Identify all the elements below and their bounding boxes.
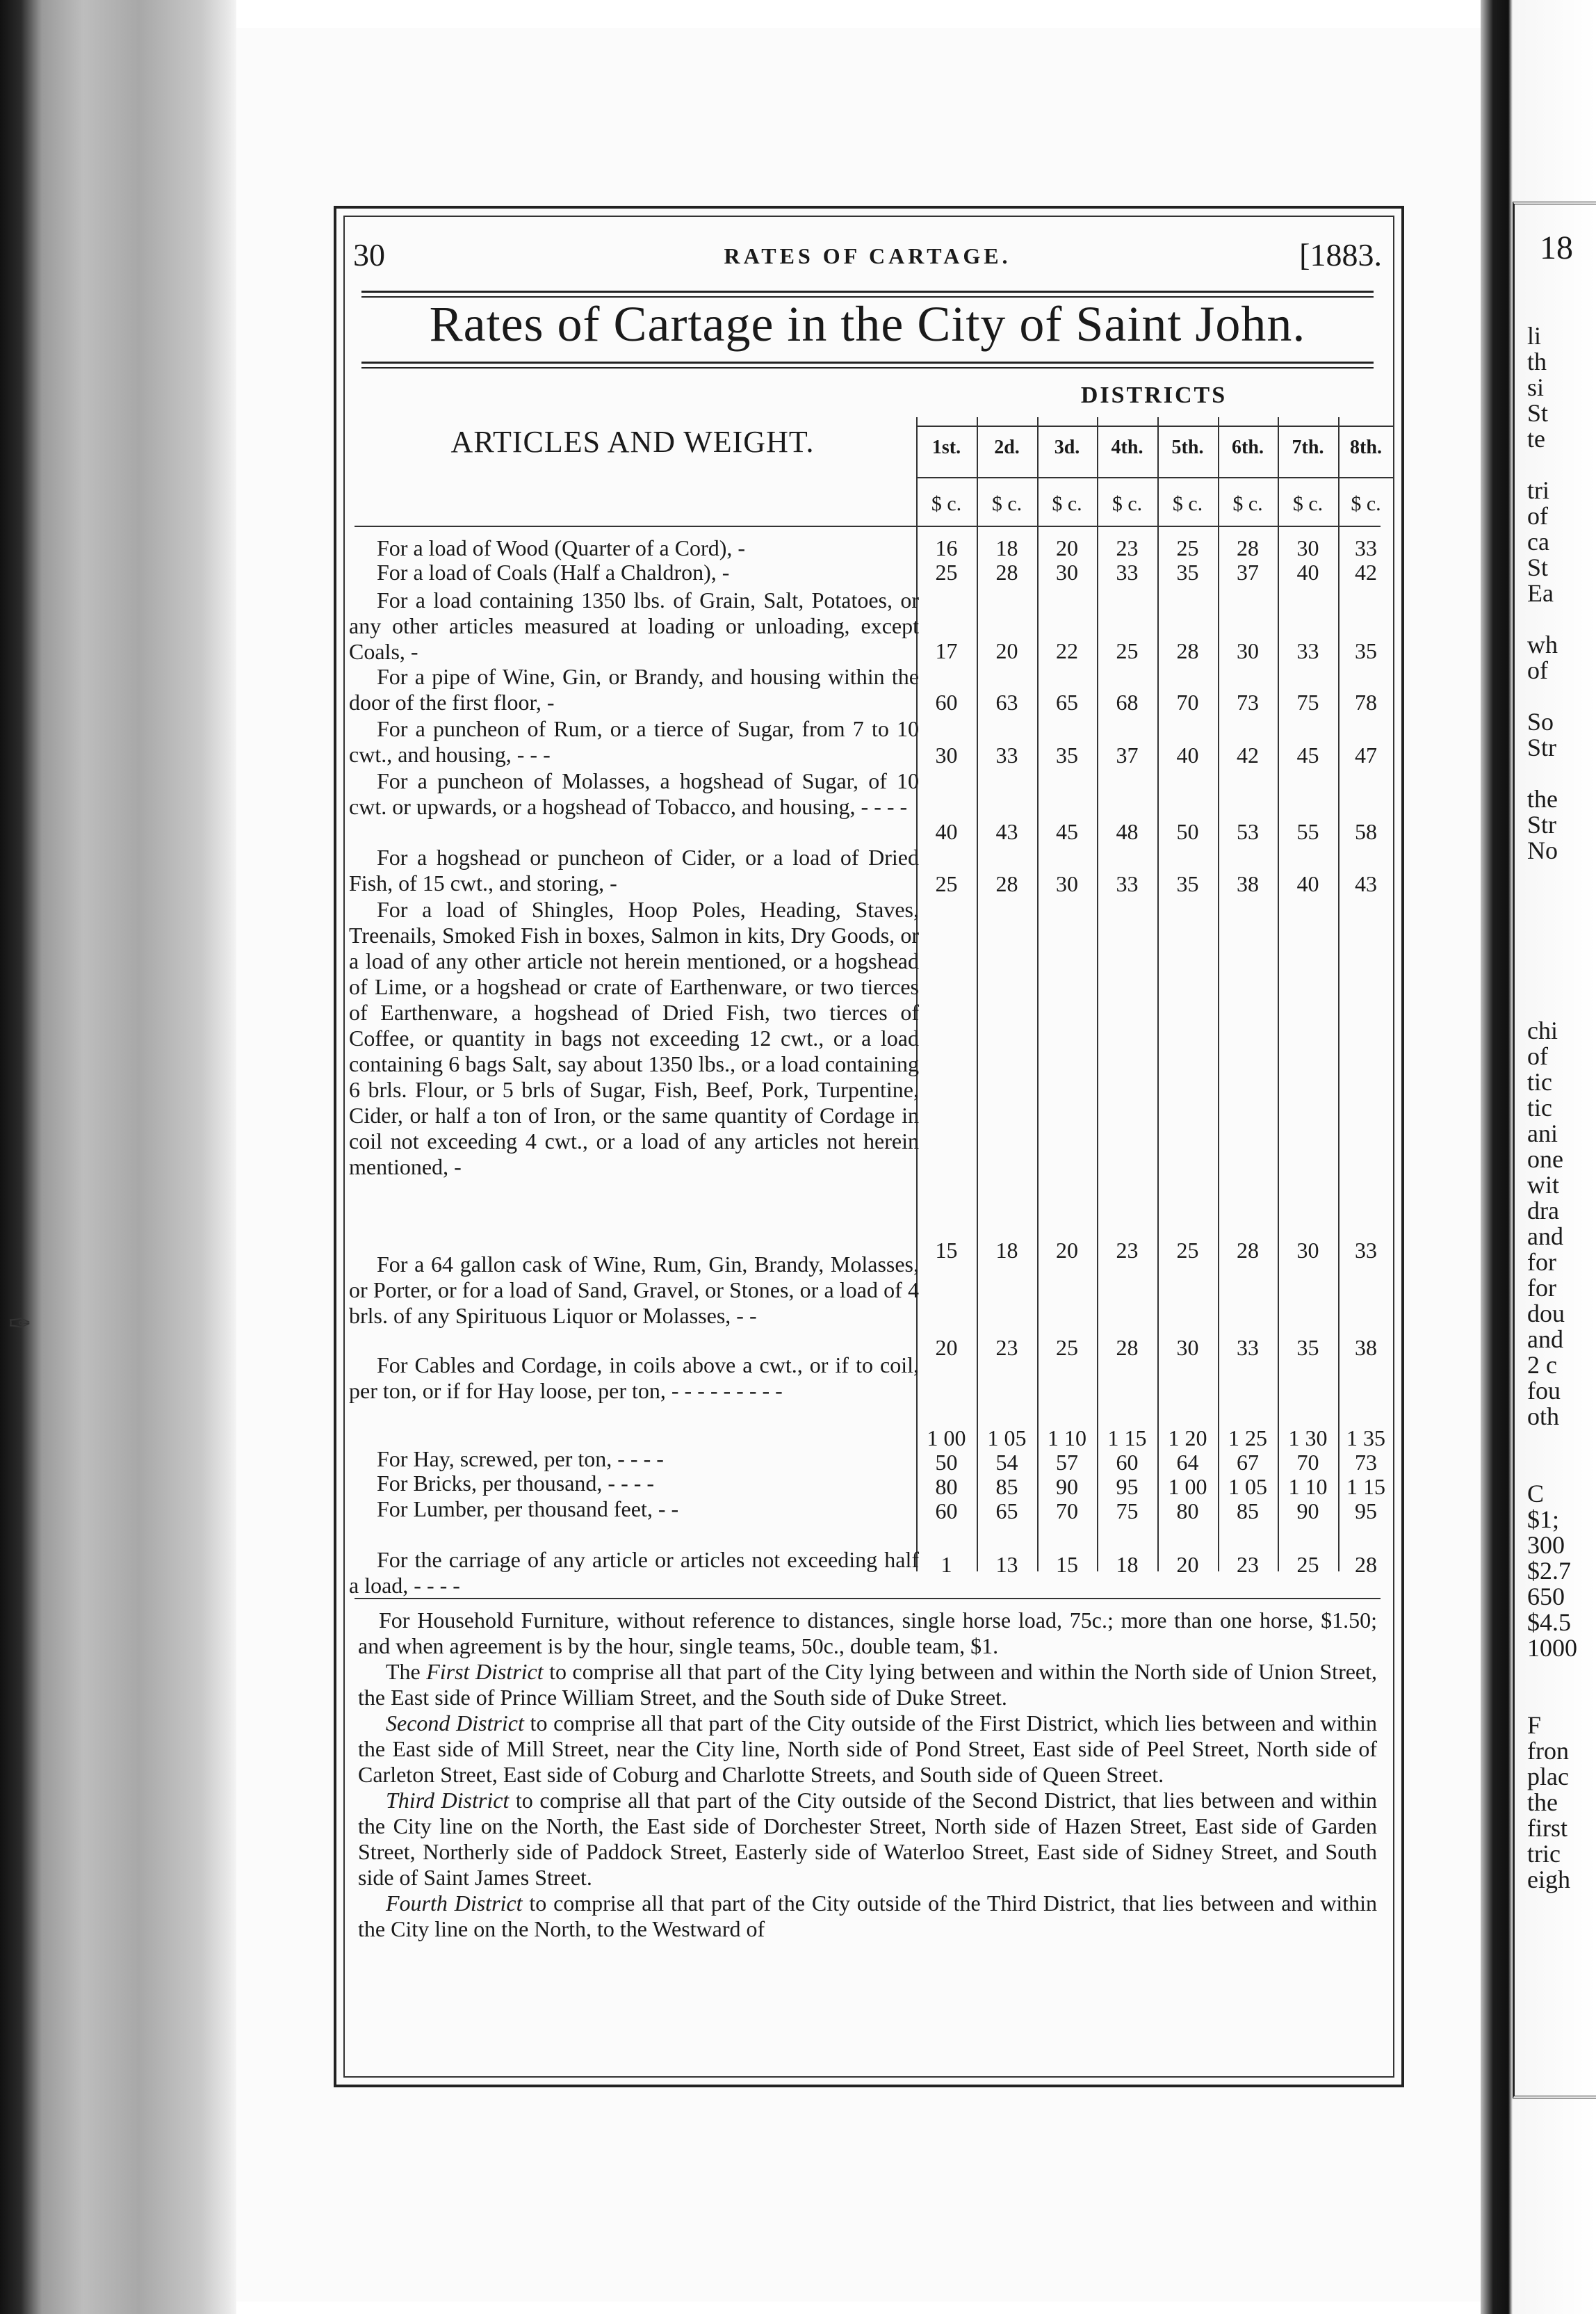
running-head: RATES OF CARTAGE. <box>724 243 1011 268</box>
article-row <box>349 1496 919 1522</box>
rate-cell: 60 <box>935 1498 958 1523</box>
rate-cell: 43 <box>1355 871 1377 896</box>
rate-cell: 80 <box>935 1474 958 1499</box>
rate-cell: 23 <box>995 1335 1018 1360</box>
rate-cell: 25 <box>935 871 958 896</box>
unit-label: $ c. <box>1052 492 1082 515</box>
rate-cell: 95 <box>1355 1498 1377 1523</box>
rate-cell: 33 <box>995 743 1018 768</box>
unit-label: $ c. <box>1172 492 1203 515</box>
article-description: For Lumber, per thousand feet, - - <box>377 1496 679 1521</box>
rate-cell: 30 <box>1237 638 1259 663</box>
rate-cell: 23 <box>1116 1238 1139 1263</box>
year: [1883. <box>1299 237 1382 273</box>
article-description: For a load of Shingles, Hoop Poles, Heading, Staves, Treenails, Smoked Fish in boxes, Salmon in kits, Dry Goods, or a load of any other article not herein mentioned, or a hogshead of Lime, or a hogshead or crate of Earthenware, or two tierces of Earthenware, a hogshead of Dried Fish, two tierces of Coffee, or quantity in bags not exceeding 12 cwt., or a load containing 6 bags Salt, say about 1350 lbs., or a load containing 6 brls. Flour, or 5 brls of Sugar, Fish, Beef, Pork, Turpentine, Cider, or half a ton of Iron, or the same quantity of Cordage in coil not exceeding 4 cwt., or a load of any articles not herein mentioned, - <box>349 897 919 1179</box>
household-note: For Household Furniture, without reference to distances, single horse load, 75c.; more than one horse, $1.50; and when agreement is by the hour, single teams, 50c., double team, $1. <box>358 1608 1377 1658</box>
rate-cell: 1 15 <box>1346 1474 1385 1499</box>
rate-cell: 60 <box>1116 1450 1139 1475</box>
third-district-label: Third District <box>386 1788 510 1813</box>
next-page-line: 2 c <box>1527 1351 1557 1379</box>
district-column-5: 5th. <box>1171 437 1204 458</box>
next-page-line: chi <box>1527 1017 1558 1044</box>
next-page-line: tric <box>1527 1840 1561 1868</box>
rate-cell: 1 <box>940 1552 952 1577</box>
rate-cell: 40 <box>1176 743 1199 768</box>
rate-cell: 75 <box>1296 690 1319 715</box>
rate-cell: 1 25 <box>1228 1425 1267 1450</box>
next-page-line: wit <box>1527 1171 1560 1199</box>
second-district-label: Second District <box>386 1710 524 1736</box>
rate-cell: 53 <box>1237 819 1259 844</box>
rate-cell: 65 <box>995 1498 1018 1523</box>
rate-cell: 30 <box>1056 560 1078 585</box>
rate-cell: 50 <box>1176 819 1199 844</box>
rate-cell: 22 <box>1056 638 1078 663</box>
rate-cell: 28 <box>1355 1552 1377 1577</box>
rate-cell: 28 <box>1116 1335 1139 1360</box>
rate-cell: 28 <box>995 560 1018 585</box>
rate-cell: 17 <box>935 638 958 663</box>
rate-cell: 25 <box>1176 535 1199 560</box>
rate-cell: 38 <box>1237 871 1259 896</box>
district-column-7: 7th. <box>1292 437 1324 458</box>
rate-cell: 30 <box>935 743 958 768</box>
rate-cell: 38 <box>1355 1335 1377 1360</box>
next-page-line: dou <box>1527 1300 1565 1327</box>
page-title: Rates of Cartage in the City of Saint John. <box>429 296 1306 352</box>
districts-heading: DISTRICTS <box>1080 382 1228 408</box>
rate-cell: 15 <box>935 1238 958 1263</box>
rate-cell: 40 <box>1296 871 1319 896</box>
next-page-line: St <box>1527 399 1549 427</box>
rate-cell: 54 <box>995 1450 1018 1475</box>
article-row <box>349 560 919 585</box>
next-page-line: th <box>1527 348 1547 375</box>
rate-cell: 35 <box>1176 560 1199 585</box>
rate-cell: 20 <box>995 638 1018 663</box>
district-notes <box>358 1608 1377 1942</box>
article-description: For Bricks, per thousand, - - - - <box>377 1471 655 1496</box>
next-page-line: $2.7 <box>1527 1557 1571 1585</box>
rate-cell: 28 <box>1176 638 1199 663</box>
third-district-note: Third District to comprise all that part of the City outside of the Second District, that lies between and within the City line on the North, the East side of Dorchester Street, North side of Hazen Street, East side of Garden Street, Northerly side of Paddock Street, Easterly side of Waterloo Street, East side of Sidney Street, and South side of Saint James Street. <box>358 1788 1378 1890</box>
rate-cell: 1 20 <box>1168 1425 1207 1450</box>
next-page-line: St <box>1527 553 1549 581</box>
fourth-district-note: Fourth District to comprise all that part of the City outside of the Third District, that lies between and within the City line on the North, to the Westward of <box>358 1891 1378 1941</box>
next-page-line: dra <box>1527 1197 1559 1224</box>
next-page-line: te <box>1527 425 1545 453</box>
rate-cell: 60 <box>935 690 958 715</box>
second-district-note: Second District to comprise all that part of the City outside of the First District, which lies between and within the East side of Mill Street, near the City line, North side of Pond Street, East side of Peel Street, North side of Carleton Street, East side of Coburg and Charlotte Streets, and South side of Queen Street. <box>358 1710 1378 1787</box>
book-edge-left <box>0 0 236 2314</box>
article-description: For the carriage of any article or articles not exceeding half a load, - - - - <box>349 1547 919 1598</box>
rate-cell: 70 <box>1056 1498 1078 1523</box>
rate-cell: 70 <box>1296 1450 1319 1475</box>
rate-cell: 33 <box>1116 871 1139 896</box>
article-description: For Cables and Cordage, in coils above a cwt., or if to coil, per ton, or if for Hay loose, per ton, - - - - - - - - - <box>349 1352 919 1403</box>
rate-cell: 30 <box>1056 871 1078 896</box>
column-divider <box>977 417 978 1571</box>
next-page-line: fou <box>1527 1377 1561 1405</box>
rate-cell: 67 <box>1237 1450 1259 1475</box>
column-divider <box>1157 417 1159 1571</box>
rate-cell: 48 <box>1116 819 1139 844</box>
next-page-line: the <box>1527 785 1558 813</box>
rate-cell: 18 <box>1116 1552 1139 1577</box>
next-page-line: Ea <box>1527 579 1554 607</box>
next-page-line: C <box>1527 1480 1545 1507</box>
article-row <box>349 768 919 820</box>
article-row <box>349 664 919 715</box>
next-page-year: 18 <box>1540 229 1573 266</box>
next-page-line: 1000 <box>1527 1634 1577 1662</box>
rate-cell: 85 <box>995 1474 1018 1499</box>
article-description: For a load of Coals (Half a Chaldron), - <box>377 560 730 585</box>
unit-label: $ c. <box>1112 492 1143 515</box>
next-page-line: ani <box>1527 1119 1558 1147</box>
article-row <box>349 897 919 1180</box>
rate-cell: 35 <box>1296 1335 1319 1360</box>
next-page-line: tic <box>1527 1094 1552 1122</box>
rate-cell: 55 <box>1296 819 1319 844</box>
rule-below-title <box>361 362 1374 369</box>
rate-cell: 45 <box>1056 819 1078 844</box>
rate-cell: 25 <box>1056 1335 1078 1360</box>
rate-cell: 42 <box>1355 560 1377 585</box>
next-page-line: for <box>1527 1248 1556 1276</box>
rate-cell: 73 <box>1355 1450 1377 1475</box>
rate-cell: 58 <box>1355 819 1377 844</box>
article-row <box>349 845 919 896</box>
table-head-rule <box>355 526 1381 527</box>
next-page-line: ca <box>1527 528 1549 556</box>
article-row <box>349 1471 919 1496</box>
rate-cell: 33 <box>1116 560 1139 585</box>
district-column-8: 8th. <box>1350 437 1382 458</box>
rate-cell: 90 <box>1296 1498 1319 1523</box>
unit-label: $ c. <box>1292 492 1324 515</box>
column-divider <box>1218 417 1219 1571</box>
rate-cell: 64 <box>1176 1450 1199 1475</box>
article-description: For a 64 gallon cask of Wine, Rum, Gin, Brandy, Molasses, or Porter, or for a load of Sand, Gravel, or Stones, or a load of 4 brls. of any Spirituous Liquor or Molasses, - - <box>349 1252 919 1328</box>
rate-cell: 37 <box>1116 743 1139 768</box>
rate-cell: 47 <box>1355 743 1377 768</box>
articles-heading: ARTICLES AND WEIGHT. <box>450 425 815 459</box>
rate-cell: 63 <box>995 690 1018 715</box>
first-district-label: First District <box>426 1659 544 1684</box>
next-page-line: 650 <box>1527 1583 1565 1610</box>
rate-cell: 18 <box>995 1238 1018 1263</box>
rate-cell: 15 <box>1056 1552 1078 1577</box>
article-description: For a puncheon of Molasses, a hogshead of Sugar, of 10 cwt. or upwards, or a hogshead of Tobacco, and housing, - - - - <box>349 768 919 819</box>
next-page-line: of <box>1527 1042 1548 1070</box>
rate-cell: 43 <box>995 819 1018 844</box>
rate-cell: 1 10 <box>1048 1425 1086 1450</box>
column-head-rule <box>916 477 1394 478</box>
districts-rule <box>916 426 1394 427</box>
rate-cell: 35 <box>1355 638 1377 663</box>
next-page-line: 300 <box>1527 1531 1565 1559</box>
rate-cell: 78 <box>1355 690 1377 715</box>
unit-label: $ c. <box>931 492 962 515</box>
rate-cell: 57 <box>1056 1450 1078 1475</box>
next-page-line: one <box>1527 1145 1563 1173</box>
next-page-line: si <box>1527 373 1545 401</box>
district-column-1: 1st. <box>931 437 961 458</box>
next-page-line: li <box>1527 322 1542 350</box>
rate-cell: 1 00 <box>927 1425 966 1450</box>
unit-label: $ c. <box>1232 492 1263 515</box>
rate-cell: 33 <box>1355 1238 1377 1263</box>
next-page-line: and <box>1527 1325 1563 1353</box>
next-page-line: F <box>1527 1711 1542 1739</box>
next-page-line: first <box>1527 1814 1568 1842</box>
rate-cell: 25 <box>935 560 958 585</box>
rate-cell: 28 <box>995 871 1018 896</box>
article-row <box>349 535 919 561</box>
rate-cell: 16 <box>935 535 958 560</box>
rate-cell: 1 05 <box>1228 1474 1267 1499</box>
first-district-note: The First District to comprise all that part of the City lying between and within the North side of Union Street, the East side of Prince William Street, and the South side of Duke Street. <box>358 1659 1378 1710</box>
rate-cell: 20 <box>1056 535 1078 560</box>
next-page-line: $4.5 <box>1527 1608 1571 1636</box>
article-description: For a load of Wood (Quarter of a Cord), - <box>377 535 746 560</box>
rate-cell: 1 30 <box>1288 1425 1328 1450</box>
next-page-line: of <box>1527 502 1548 530</box>
next-page-line: tri <box>1527 476 1549 504</box>
rate-cell: 20 <box>935 1335 958 1360</box>
rate-cell: 1 10 <box>1288 1474 1328 1499</box>
rate-cell: 1 35 <box>1346 1425 1385 1450</box>
column-divider <box>1338 417 1340 1571</box>
rate-cell: 45 <box>1296 743 1319 768</box>
rate-cell: 80 <box>1176 1498 1199 1523</box>
unit-label: $ c. <box>1351 492 1381 515</box>
next-page-line: Str <box>1527 811 1557 839</box>
article-description: For a puncheon of Rum, or a tierce of Sugar, from 7 to 10 cwt., and housing, - - - <box>349 716 919 767</box>
rate-cell: 25 <box>1116 638 1139 663</box>
article-row <box>349 1446 919 1472</box>
article-description: For a pipe of Wine, Gin, or Brandy, and housing within the door of the first floor, - <box>349 664 919 715</box>
column-divider <box>1037 417 1039 1571</box>
article-description: For Hay, screwed, per ton, - - - - <box>377 1446 664 1471</box>
rate-cell: 33 <box>1296 638 1319 663</box>
rate-cell: 33 <box>1355 535 1377 560</box>
article-description: For a load containing 1350 lbs. of Grain, Salt, Potatoes, or any other articles measured at loading or unloading, except Coals, - <box>349 588 919 664</box>
rate-cell: 20 <box>1176 1552 1199 1577</box>
article-row <box>349 588 919 665</box>
rate-cell: 75 <box>1116 1498 1139 1523</box>
rate-cell: 90 <box>1056 1474 1078 1499</box>
rate-cell: 1 05 <box>987 1425 1027 1450</box>
next-page-line: of <box>1527 656 1548 684</box>
next-page-line: $1; <box>1527 1505 1560 1533</box>
rate-cell: 30 <box>1296 1238 1319 1263</box>
rate-cell: 95 <box>1116 1474 1139 1499</box>
rate-cell: 40 <box>1296 560 1319 585</box>
column-divider <box>1097 417 1098 1571</box>
rate-cell: 28 <box>1237 535 1259 560</box>
article-row <box>349 1352 919 1404</box>
rate-cell: 23 <box>1237 1552 1259 1577</box>
page-number: 30 <box>353 237 385 273</box>
rate-cell: 30 <box>1296 535 1319 560</box>
rate-cell: 1 15 <box>1107 1425 1147 1450</box>
unit-label: $ c. <box>991 492 1023 515</box>
rate-cell: 1 00 <box>1168 1474 1207 1499</box>
rate-cell: 30 <box>1176 1335 1199 1360</box>
next-page-line: and <box>1527 1222 1563 1250</box>
rate-cell: 20 <box>1056 1238 1078 1263</box>
rate-cell: 50 <box>935 1450 958 1475</box>
rate-cell: 65 <box>1056 690 1078 715</box>
next-page-line: plac <box>1527 1763 1569 1790</box>
next-page-fragment <box>1513 202 1596 2098</box>
scan-mark-icon: ✑ <box>8 1308 32 1339</box>
article-row <box>349 1252 919 1329</box>
next-page-line: wh <box>1527 631 1558 658</box>
next-page-line: So <box>1527 708 1554 736</box>
rate-cell: 35 <box>1056 743 1078 768</box>
rate-cell: 25 <box>1176 1238 1199 1263</box>
rate-cell: 37 <box>1237 560 1259 585</box>
rate-cell: 23 <box>1116 535 1139 560</box>
article-row <box>349 716 919 768</box>
rate-cell: 70 <box>1176 690 1199 715</box>
rate-cell: 42 <box>1237 743 1259 768</box>
rate-cell: 33 <box>1237 1335 1259 1360</box>
rate-cell: 73 <box>1237 690 1259 715</box>
article-description: For a hogshead or puncheon of Cider, or a load of Dried Fish, of 15 cwt., and storing, - <box>349 845 919 896</box>
district-column-6: 6th. <box>1232 437 1264 458</box>
rate-cell: 40 <box>935 819 958 844</box>
district-column-2: 2d. <box>994 437 1020 458</box>
district-column-3: 3d. <box>1054 437 1080 458</box>
district-column-4: 4th. <box>1111 437 1143 458</box>
rate-cell: 35 <box>1176 871 1199 896</box>
rate-cell: 28 <box>1237 1238 1259 1263</box>
rate-cell: 25 <box>1296 1552 1319 1577</box>
next-page-line: eigh <box>1527 1866 1570 1893</box>
column-divider <box>1278 417 1279 1571</box>
next-page-line: fron <box>1527 1737 1569 1765</box>
next-page-line: Str <box>1527 734 1557 761</box>
rate-cell: 13 <box>995 1552 1018 1577</box>
article-row <box>349 1547 919 1599</box>
next-page-line: for <box>1527 1274 1556 1302</box>
next-page-line: oth <box>1527 1402 1560 1430</box>
rate-cell: 68 <box>1116 690 1139 715</box>
rate-cell: 18 <box>995 535 1018 560</box>
fourth-district-label: Fourth District <box>386 1891 523 1916</box>
next-page-line: the <box>1527 1788 1558 1816</box>
page-header <box>353 236 1382 278</box>
rate-cell: 85 <box>1237 1498 1259 1523</box>
next-page-line: tic <box>1527 1068 1552 1096</box>
next-page-line: No <box>1527 836 1558 864</box>
